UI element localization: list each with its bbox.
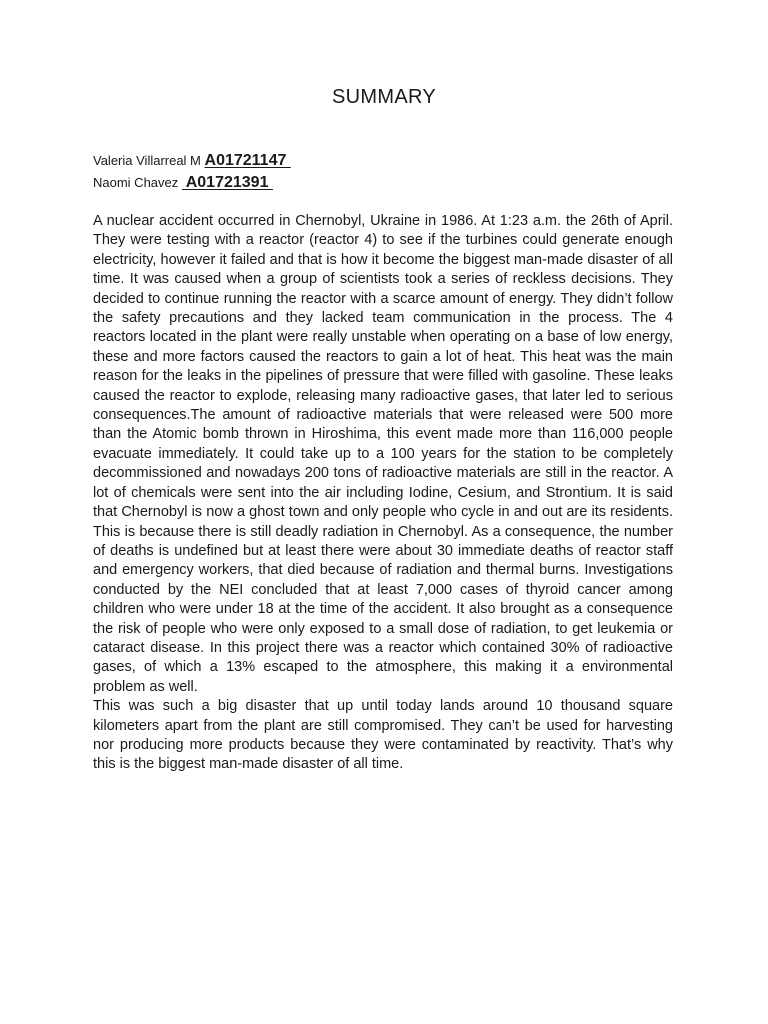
author-name: Valeria Villarreal M — [93, 153, 205, 168]
page-title: SUMMARY — [332, 86, 436, 108]
author-entry — [93, 172, 291, 194]
author-entry — [93, 150, 291, 172]
summary-paragraph: This was such a big disaster that up until today lands around 10 thousand square kilometers apart from the plant are still compromised. They can’t be used for harvesting nor producing more products because they were contaminated by reactivity. That’s why this is the biggest man-made disaster of all time. — [93, 698, 673, 773]
author-id: A01721391 — [181, 174, 273, 191]
summary-paragraph: A nuclear accident occurred in Chernobyl, Ukraine in 1986. At 1:23 a.m. the 26th of April. They were testing with a reactor (reactor 4) to see if the turbines could generate enough electricity, however it failed and that is how it become the biggest man-made disaster of all time. It was caused when a group of scientists took a series of reckless decisions. They decided to continue running the reactor with a scarce amount of energy. They didn’t follow the safety precautions and they lacked team communication in the process. The 4 reactors located in the plant were really unstable when operating on a base of low energy, these and more factors caused the reactors to gain a lot of heat. This heat was the main reason for the leaks in the pipelines of pressure that were filled with gasoline. These leaks caused the reactor to explode, releasing many radioactive gases, that later led to serious consequences.The amount of radioactive materials that were released were 500 more than the Atomic bomb thrown in Hiroshima, this event made more than 116,000 people evacuate immediately. It could take up to a 100 years for the station to be completely decommissioned and nowadays 200 tons of radioactive materials are still in the reactor. A lot of chemicals were sent into the air including Iodine, Cesium, and Strontium. It is said that Chernobyl is now a ghost town and only people who cycle in and out are its residents. This is because there is still deadly radiation in Chernobyl. As a consequence, the number of deaths is undefined but at least there were about 30 immediate deaths of reactor staff and emergency workers, that died because of radiation and thermal burns. Investigations conducted by the NEI concluded that at least 7,000 cases of thyroid cancer among children who were under 18 at the time of the accident. It also brought as a consequence the risk of people who were only exposed to a small dose of radiation, to get leukemia or cataract disease. In this project there was a reactor which contained 30% of radioactive gases, of which a 13% escaped to the atmosphere, this making it a environmental problem as well. — [93, 213, 673, 695]
author-list — [93, 150, 291, 194]
author-name: Naomi Chavez — [93, 175, 182, 190]
summary-body — [93, 212, 673, 775]
author-id: A01721147 — [204, 152, 291, 169]
